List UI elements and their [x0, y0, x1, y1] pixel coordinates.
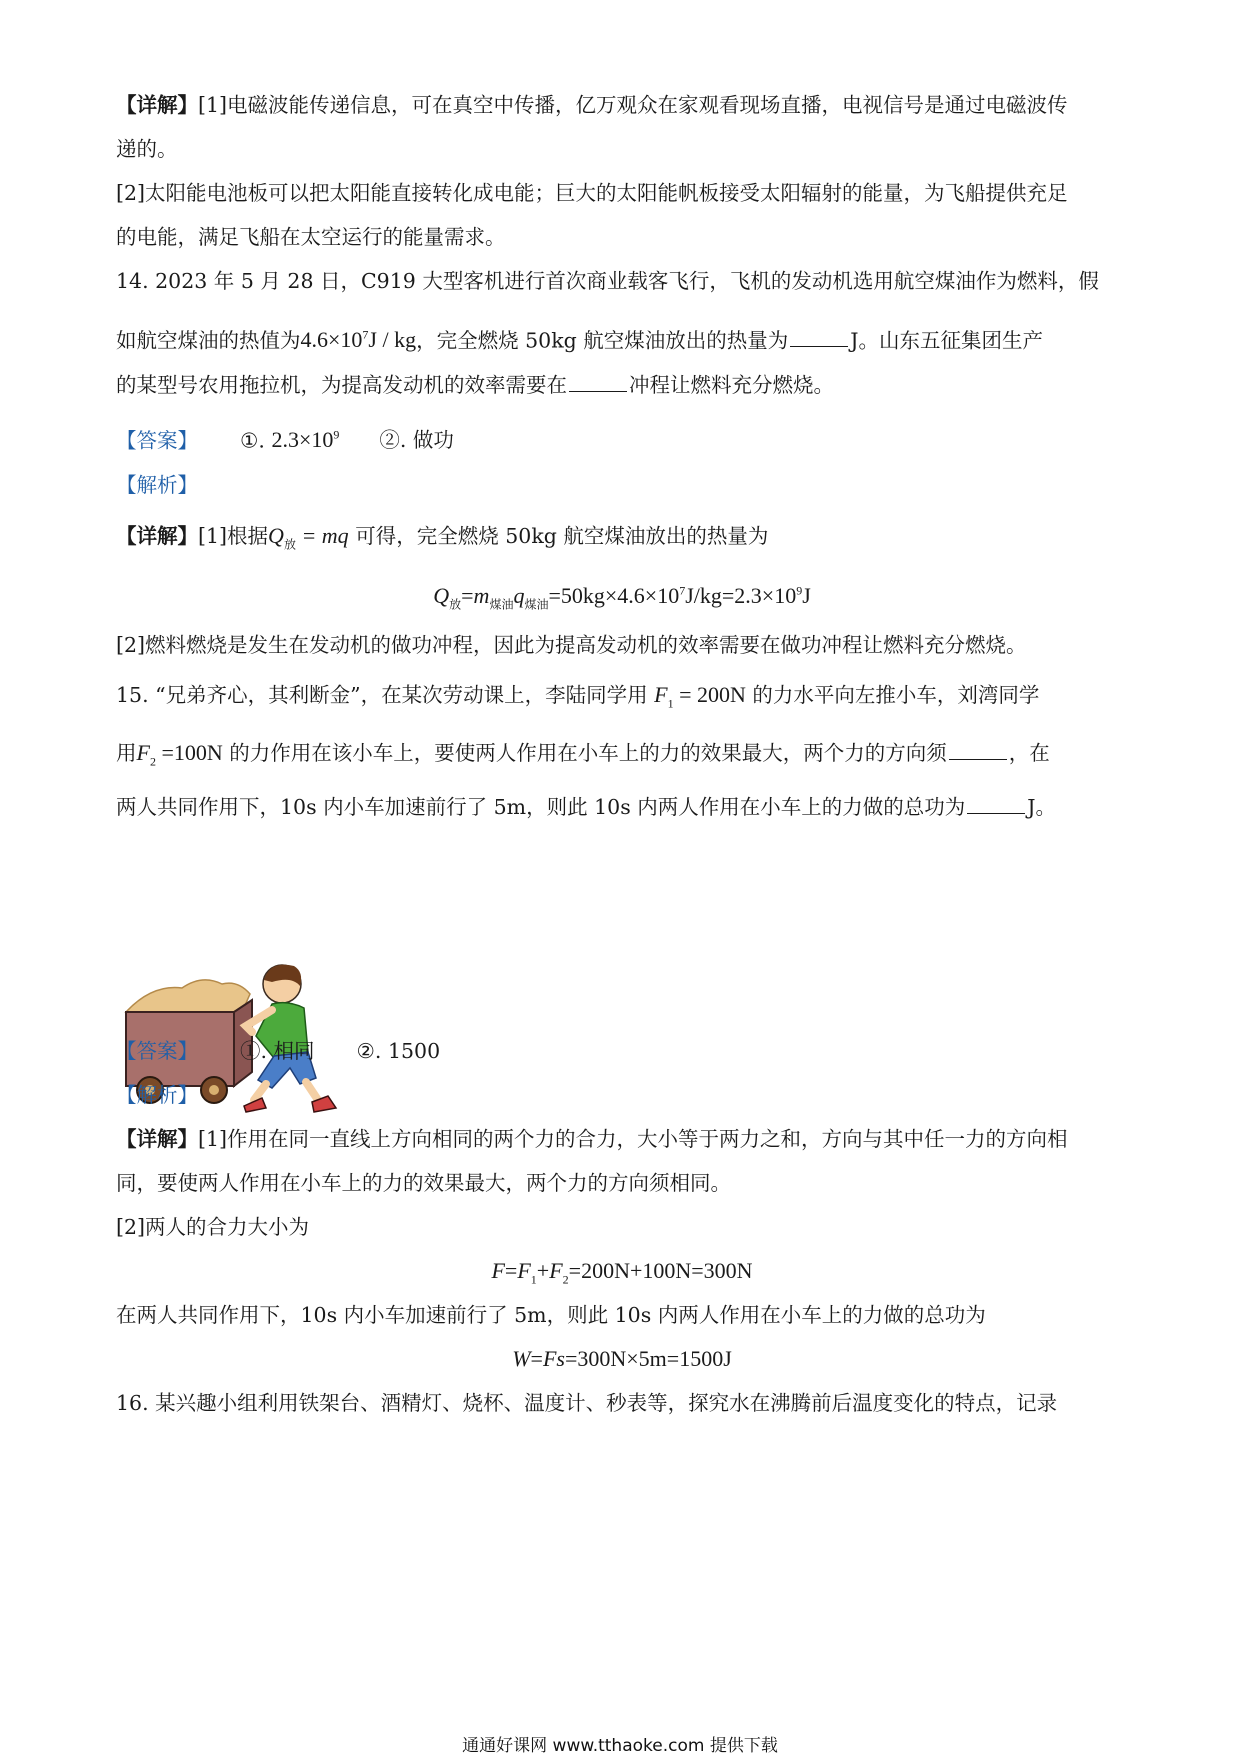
- detail-label: 【详解】: [116, 93, 198, 117]
- q13-detail-line-2: 递的。: [116, 137, 178, 161]
- q14-analysis-label: 【解析】: [116, 473, 198, 497]
- q15-analysis-label: 【解析】: [116, 1083, 198, 1107]
- q15-question-line-3: 两人共同作用下，10s 内小车加速前行了 5m，则此 10s 内两人作用在小车上的力做的总功为 J。: [116, 795, 1056, 819]
- q14-heat-equation: $Q_放=m_{煤油}q_{煤油}=50kg\times 4.6\times 10^7J/kg=2.3\times 10^9J$: [433, 583, 811, 612]
- F1-expression: $F_1 = 200N$: [654, 682, 746, 711]
- q15-answer-1: ①. 相同: [240, 1039, 315, 1063]
- q14-answer-1: ①. $2.3\times 10^9$: [240, 427, 340, 453]
- q15-answer-2: ②. 1500: [356, 1039, 441, 1063]
- q15-detail-line-4: 在两人共同作用下，10s 内小车加速前行了 5m，则此 10s 内两人作用在小车上的力做的总功为: [116, 1303, 986, 1327]
- q15-work-equation: W=Fs=300N×5m=1500J: [512, 1346, 732, 1371]
- heat-formula: $Q_放$ = mq: [268, 523, 349, 552]
- q15-question-line-2: 用$F_2 =100N$ 的力作用在该小车上，要使两人作用在小车上的力的效果最大，两个力的方向须 ，在: [116, 740, 1050, 769]
- q13-detail-line-1: 【详解】[1]电磁波能传递信息，可在真空中传播，亿万观众在家观看现场直播，电视信号是通过电磁波传: [116, 93, 1068, 117]
- answer-blank: [967, 793, 1025, 814]
- q14-answer-line: [116, 420, 1128, 455]
- q14-detail-line-2: [2]燃料燃烧是发生在发动机的做功冲程，因此为提高发动机的效率需要在做功冲程让燃料充分燃烧。: [116, 633, 1027, 657]
- answer-blank: [569, 371, 627, 392]
- q14-question-line-3: 的某型号农用拖拉机，为提高发动机的效率需要在 冲程让燃料充分燃烧。: [116, 373, 834, 397]
- q13-detail-line-4: 的电能，满足飞船在太空运行的能量需求。: [116, 225, 506, 249]
- q15-detail-line-3: [2]两人的合力大小为: [116, 1215, 310, 1239]
- q15-resultant-equation: $F=F_1+F_2=200N+100N=300N$: [491, 1258, 753, 1287]
- q15-question-line-1: 15. “兄弟齐心，其利断金”，在某次劳动课上，李陆同学用 $F_1 = 200N$ 的力水平向左推小车，刘湾同学: [116, 682, 1040, 711]
- q15-detail-line-2: 同，要使两人作用在小车上的力的效果最大，两个力的方向须相同。: [116, 1171, 731, 1195]
- heat-value-expression: $4.6\times 10^7J$ / kg: [300, 327, 417, 353]
- q14-answer-2: ②. 做功: [379, 428, 454, 453]
- q14-detail-line-1: 【详解】[1]根据$Q_放$ = mq 可得，完全燃烧 50kg 航空煤油放出的热量为: [116, 523, 769, 552]
- answer-blank: [949, 739, 1007, 760]
- q14-question-line-1: 14. 2023 年 5 月 28 日，C919 大型客机进行首次商业载客飞行，飞机的发动机选用航空煤油作为燃料，假: [116, 269, 1099, 293]
- q13-detail-line-3: [2]太阳能电池板可以把太阳能直接转化成电能；巨大的太阳能帆板接受太阳辐射的能量，为飞船提供充足: [116, 181, 1068, 205]
- q15-answer-line: 【答案】 ①. 相同 ②. 1500: [116, 1036, 1128, 1066]
- q14-question-line-2: 如航空煤油的热值为$4.6\times 10^7J$ / kg，完全燃烧 50kg 航空煤油放出的热量为 J。山东五征集团生产: [116, 327, 1043, 353]
- page-footer: 通通好课网 www.tthaoke.com 提供下载: [462, 1736, 778, 1756]
- answer-label: 【答案】: [116, 428, 198, 453]
- answer-blank: [790, 326, 848, 347]
- F2-expression: $F_2 =100N$: [136, 740, 223, 769]
- q15-detail-line-1: 【详解】[1]作用在同一直线上方向相同的两个力的合力，大小等于两力之和，方向与其中任一力的方向相: [116, 1127, 1068, 1151]
- q16-question-line-1: 16. 某兴趣小组利用铁架台、酒精灯、烧杯、温度计、秒表等，探究水在沸腾前后温度变化的特点，记录: [116, 1391, 1058, 1415]
